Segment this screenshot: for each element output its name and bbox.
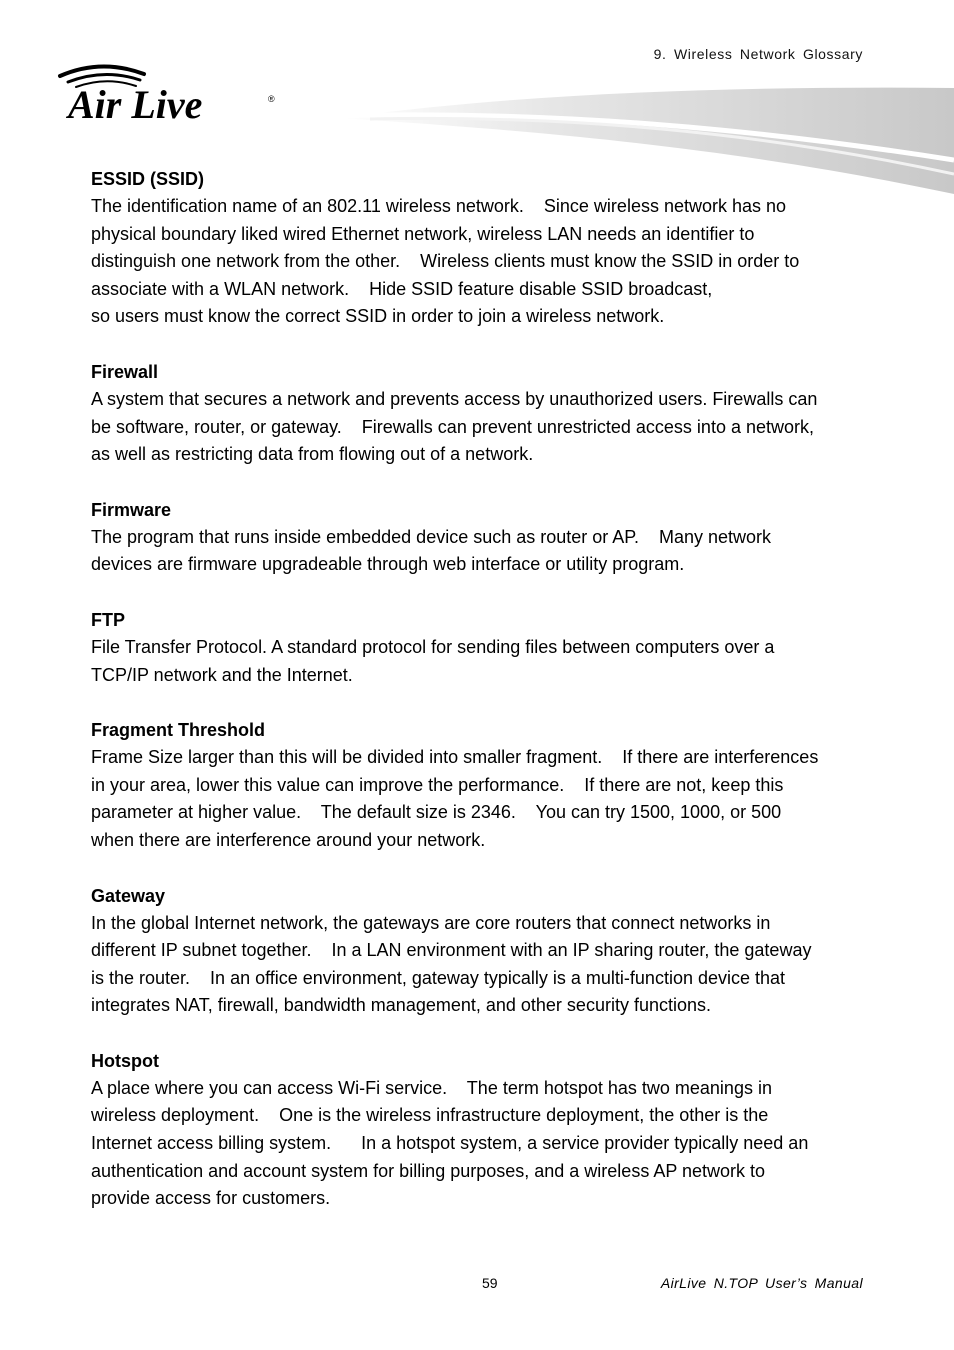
definition-line: authentication and account system for billing purposes, and a wireless AP network to [91,1160,766,1181]
definition-line: File Transfer Protocol. A standard protocol for sending files between computers over a [91,636,775,657]
chapter-title: 9. Wireless Network Glossary [653,46,863,62]
term-heading: ESSID (SSID) [91,169,205,189]
term-heading: FTP [91,609,125,630]
definition-line: A system that secures a network and prevents access by unauthorized users. Firewalls can [91,388,818,409]
definition-line: different IP subnet together. In a LAN environment with an IP sharing router, the gateway [91,940,812,961]
definition-line: The program that runs inside embedded device such as router or AP. Many network [91,526,772,547]
definition-line: is the router. In an office environment, gateway typically is a multi-function device that [91,967,786,988]
term-heading: Firmware [91,499,172,520]
glossary-entry-hotspot [91,1048,871,1213]
definition-line: when there are interference around your network. [91,829,486,850]
glossary-content [91,166,871,1241]
definition-line: wireless deployment. One is the wireless infrastructure deployment, the other is the [91,1105,769,1126]
term-definition [91,386,871,469]
definition-line: The identification name of an 802.11 wireless network. Since wireless network has no [91,196,787,216]
glossary-entry-gateway [91,883,871,1020]
term-definition [91,524,871,579]
glossary-entry-fragment-threshold [91,717,871,854]
definition-line: provide access for customers. [91,1188,331,1209]
term-definition [91,634,871,689]
definition-line: physical boundary liked wired Ethernet network, wireless LAN needs an identifier to [91,223,755,244]
term-definition [91,1075,871,1213]
glossary-entry-essid [91,166,871,331]
definition-line: integrates NAT, firewall, bandwidth management, and other security functions. [91,995,711,1016]
definition-line: be software, router, or gateway. Firewalls can prevent unrestricted access into a network, [91,416,814,437]
definition-line: in your area, lower this value can improve the performance. If there are not, keep this [91,774,784,795]
airlive-logo [56,58,282,124]
definition-line: parameter at higher value. The default size is 2346. You can try 1500, 1000, or 500 [91,802,782,823]
glossary-entry-firewall [91,359,871,469]
term-definition [91,193,871,331]
definition-line: Frame Size larger than this will be divided into smaller fragment. If there are interferences [91,747,819,768]
manual-title: AirLive N.TOP User’s Manual [660,1275,863,1291]
page-number: 59 [482,1275,498,1291]
term-definition [91,744,871,854]
definition-line: devices are firmware upgradeable through web interface or utility program. [91,554,685,575]
svg-text:Air Live: Air Live [68,82,203,124]
definition-line: so users must know the correct SSID in order to join a wireless network. [91,306,665,327]
definition-line: A place where you can access Wi-Fi service. The term hotspot has two meanings in [91,1077,772,1098]
definition-line: associate with a WLAN network. Hide SSID feature disable SSID broadcast, [91,278,713,299]
definition-line: as well as restricting data from flowing out of a network. [91,444,534,465]
term-heading: Fragment Threshold [91,720,266,741]
definition-line: TCP/IP network and the Internet. [91,664,353,685]
term-heading: Hotspot [91,1050,159,1071]
term-definition [91,910,871,1020]
term-heading: Firewall [91,361,159,382]
glossary-entry-ftp [91,607,871,689]
svg-text:®: ® [268,94,275,104]
definition-line: Internet access billing system. In a hotspot system, a service provider typically need an [91,1133,809,1154]
term-heading: Gateway [91,885,166,906]
definition-line: In the global Internet network, the gateways are core routers that connect networks in [91,912,771,933]
definition-line: distinguish one network from the other. Wireless clients must know the SSID in order to [91,251,800,272]
glossary-entry-firmware [91,497,871,579]
